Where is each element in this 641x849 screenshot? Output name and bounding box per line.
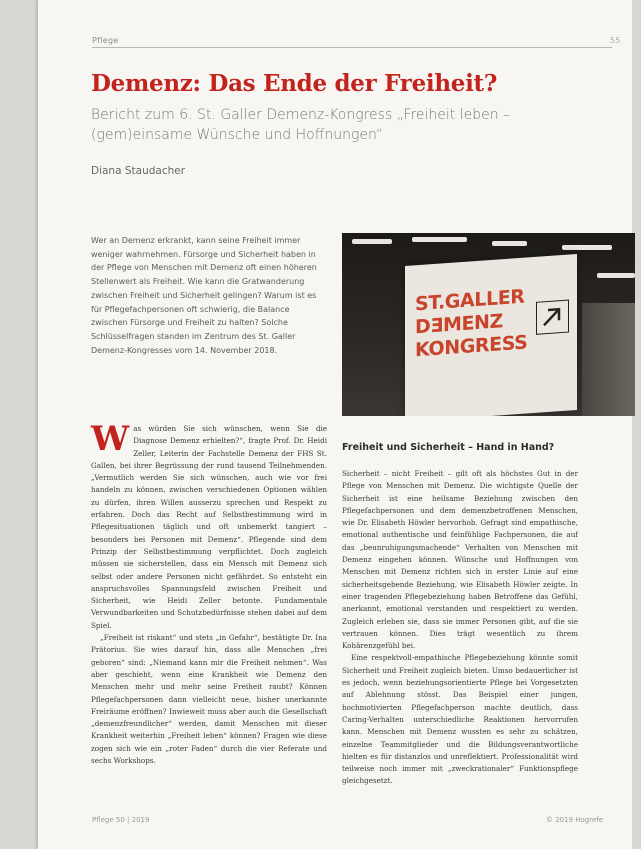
body-paragraph: Sicherheit – nicht Freiheit – gilt oft als höchstes Gut in der Pflege von Menschen mit Demenz. Die wichtigste Quelle der Sicherheit ist eine heilsame Beziehung zwischen den Pflegefachpersonen und dem demenzbetroffenen Menschen, wie Dr. Elisabeth Höwler hervorhob. Gefragt sind empathische, emotional authentische und feinfühlige Fachpersonen, die auf das „beunruhigungsmachende“ Verhalten von Menschen mit Demenz eingehen können. Wünsche und Hoffnungen von Menschen mit Demenz richten sich in erster Linie auf eine sicherheitsgebende Beziehung, wie Elisabeth Höwler zeigte. In einer tragenden Pflegebeziehung haben Betroffene das Gefühl, anerkannt, emotional verstanden und respektiert zu werden. Zugleich erleben sie, dass sie immer Personen gibt, auf die sie vertrauen können. Dies trägt wesentlich zu ihrem Kohärenzgefühl bei. <box>342 469 578 651</box>
photo-background-wall <box>582 303 635 416</box>
article-subtitle: Bericht zum 6. St. Galler Demenz-Kongress „Freiheit leben – (gem)einsame Wünsche und Hoffnungen“ <box>91 107 511 143</box>
body-paragraph: „Freiheit ist riskant“ und stets „in Gefahr“, bestätigte Dr. Ina Prätorius. Sie wies darauf hin, dass alle Menschen „frei geboren“ sind: „Niemand kann mir die Freiheit nehmen“. Was aber geschieht, wenn eine Krankheit wie Demenz den Menschen mehr und mehr seine Freiheit raubt? Können Pflegefachpersonen dann vielleicht neue, bisher unerkannte Freiräume eröffnen? Inwieweit muss aber auch die Gesellschaft „demenzfreundlicher“ werden, damit Menschen mit dieser Krankheit weiterhin „Freiheit leben“ können? Fragen wie diese zogen sich wie ein „roter Faden“ durch die vier Referate und sechs Workshops. <box>91 633 327 766</box>
body-column-left <box>91 419 327 767</box>
section-label: Pflege <box>92 36 119 45</box>
dropcap: W <box>91 419 130 459</box>
footer-right: © 2019 Hogrefe <box>546 816 604 824</box>
sign-line-1: ST.GALLER <box>415 285 525 316</box>
article-title: Demenz: Das Ende der Freiheit? <box>91 70 498 97</box>
footer-left: Pflege 50 | 2019 <box>92 816 150 824</box>
body-paragraph: Eine respektvoll-empathische Pflegebeziehung könnte somit Sicherheit und Freiheit zugleich bieten. Umso bedauerlicher ist es jedoch, wenn beziehungsorientierte Pflege bei Vorgesetzten auf Ablehnung stösst. Das Beispiel einer jungen, hochmotivierten Pflegefachperson machte deutlich, dass Caring-Verhalten unterschiedliche Reaktionen hervorrufen kann. Menschen mit Demenz wussten es sehr zu schätzen, einzelne Teammitglieder und die Bildungsverantwortliche hielten es für distanzlos und unreflektiert. Professionalität wird teilweise noch immer mit „zweckrationaler“ Funktionspflege gleichgesetzt. <box>342 653 578 786</box>
congress-photo <box>342 233 635 416</box>
sign-text <box>415 285 527 362</box>
article-lead: Wer an Demenz erkrankt, kann seine Freiheit immer weniger wahrnehmen. Fürsorge und Sicherheit haben in der Pflege von Menschen mit Demenz oft einen höheren Stellenwert als Freiheit. Wie kann die Gratwanderung zwischen Freiheit und Sicherheit gelingen? Warum ist es für Pflegefachpersonen oft schwierig, die Balance zwischen Fürsorge und Freiheit zu halten? Solche Schlüsselfragen standen im Zentrum des St. Galler Demenz-Kongresses vom 14. November 2018. <box>91 236 317 355</box>
article-author: Diana Staudacher <box>91 165 186 177</box>
sign-line-2: DƎMENZ <box>415 310 503 339</box>
arrow-up-right-icon <box>536 300 569 335</box>
body-column-right <box>342 468 578 788</box>
section-heading: Freiheit und Sicherheit – Hand in Hand? <box>342 442 555 453</box>
page-number: 55 <box>610 36 621 45</box>
congress-sign <box>405 254 577 416</box>
sign-line-3: KONGRESS <box>415 331 528 362</box>
header-rule <box>92 47 612 48</box>
body-paragraph: Was würden Sie sich wünschen, wenn Sie die Diagnose Demenz erhielten?“, fragte Prof. Dr. Heidi Zeller, Leiterin der Fachstelle Demenz der FHS St. Gallen, bei ihrer Begrüssung der rund tausend Teilnehmenden. „Vermutlich werden Sie sich wünschen, auch wie vor frei handeln zu können, zwischen verschiedenen Optionen wählen zu dürfen, ihren Willen ausserzu sprechen und Respekt zu erfahren. Doch das Recht auf Selbstbestimmung wird in Pflegesituationen täglich und oft unbemerkt tangiert – besonders bei Personen mit Demenz“. Pflegende sind dem Prinzip der Selbstbestimmung verpflichtet. Doch zugleich müssen sie sicherstellen, dass ein Mensch mit Demenz sich selbst oder andere Personen nicht gefährdet. So entsteht ein anspruchsvolles Spannungsfeld zwischen Freiheit und Sicherheit, wie Heidi Zeller betonte. Fundamentale Verwundbarkeiten und Schutzbedürfnisse stehen dabei auf dem Spiel. <box>91 419 327 630</box>
